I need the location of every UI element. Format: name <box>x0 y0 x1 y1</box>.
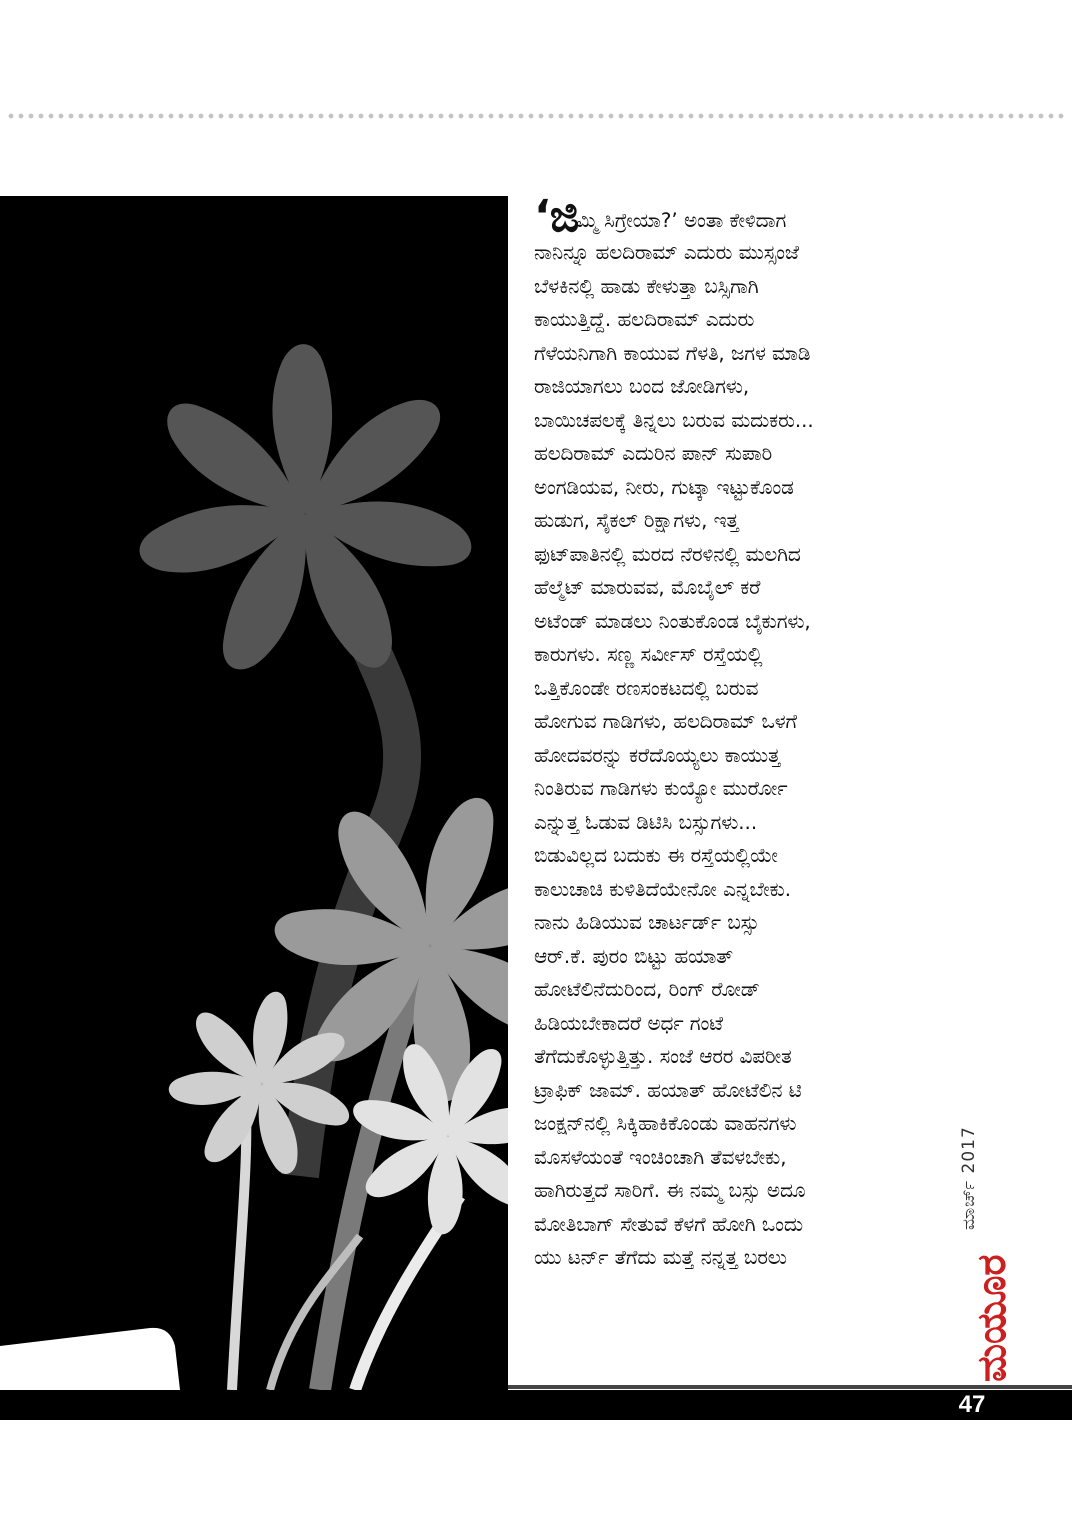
article-line: ಹಾಗಿರುತ್ತದೆ ಸಾರಿಗೆ. ಈ ನಮ್ಮ ಬಸ್ಸು ಅದೂ <box>534 1179 806 1202</box>
article-line: ಹೋದವರನ್ನು ಕರೆದೊಯ್ಯಲು ಕಾಯುತ್ತ <box>534 743 781 767</box>
article-line: ಹುಡುಗ, ಸೈಕಲ್ ರಿಕ್ಷಾಗಳು, ಇತ್ತ <box>534 509 739 532</box>
article-line: ಹಲದಿರಾಮ್ ಎದುರಿನ ಪಾನ್ ಸುಪಾರಿ <box>534 442 773 465</box>
white-card-corner <box>0 1328 180 1390</box>
footer-band <box>0 1390 1072 1420</box>
article-line: ಕಾಯುತ್ತಿದ್ದೆ. ಹಲದಿರಾಮ್ ಎದುರು <box>534 308 755 331</box>
flower-large <box>133 344 477 681</box>
article-line: ಯು ಟರ್ನ್ ತೆಗೆದು ಮತ್ತೆ ನನ್ನತ್ತ ಬರಲು <box>534 1246 787 1269</box>
article-line: ತೆಗೆದುಕೊಳ್ಳುತ್ತಿತ್ತು. ಸಂಜೆ ಆರರ ವಿಪರೀತ <box>534 1045 792 1068</box>
top-dotted-rule <box>6 113 1066 119</box>
article-line: ಬಾಯಿಚಪಲಕ್ಕೆ ತಿನ್ನಲು ಬರುವ ಮದುಕರು... <box>534 408 814 432</box>
article-line: ಜಂಕ್ಷನ್‌ನಲ್ಲಿ ಸಿಕ್ಕಿಹಾಕಿಕೊಂಡು ವಾಹನಗಳು <box>534 1112 797 1135</box>
article-line: ಅಟೆಂಡ್ ಮಾಡಲು ನಿಂತುಕೊಂಡ ಬೈಕುಗಳು, <box>534 609 811 633</box>
article-line: ಹಿಡಿಯಬೇಕಾದರೆ ಅರ್ಧ ಗಂಟೆ <box>534 1011 724 1035</box>
article-line: ಒತ್ತಿಕೊಂಡೇ ರಣಸಂಕಟದಲ್ಲಿ ಬರುವ <box>534 676 759 700</box>
article-line: ಹೋಗುವ ಗಾಡಿಗಳು, ಹಲದಿರಾಮ್ ಒಳಗೆ <box>534 710 798 733</box>
article-line: ಕಾಲುಚಾಚಿ ಕುಳಿತಿದೆಯೇನೋ ಎನ್ನಬೇಕು. <box>534 877 792 901</box>
drop-cap: ‘ಜಿ <box>534 191 579 242</box>
article-line: ನಾನಿನ್ನೂ ಹಲದಿರಾಮ್ ಎದುರು ಮುಸ್ಸಂಜೆ <box>534 241 799 264</box>
article-body <box>534 191 924 1275</box>
article-line: ಫುಟ್‌ಪಾತಿನಲ್ಲಿ ಮರದ ನೆರಳಿನಲ್ಲಿ ಮಲಗಿದ <box>534 542 801 566</box>
page-number: 47 <box>958 1391 986 1418</box>
article-line: ಮೊಸಳೆಯಂತೆ ಇಂಚಿಂಚಾಗಿ ತೆವಳಬೇಕು, <box>534 1145 787 1169</box>
article-line: ಆರ್.ಕೆ. ಪುರಂ ಬಿಟ್ಟು ಹಯಾತ್ <box>534 944 734 968</box>
magazine-side-label <box>952 1110 1015 1410</box>
flower-illustration <box>0 196 508 1390</box>
article-line: ಗೆಳೆಯನಿಗಾಗಿ ಕಾಯುವ ಗೆಳತಿ, ಜಗಳ ಮಾಡಿ <box>534 341 811 365</box>
article-line: ಬೆಳಕಿನಲ್ಲಿ ಹಾಡು ಕೇಳುತ್ತಾ ಬಸ್ಸಿಗಾಗಿ <box>534 274 759 298</box>
issue-date: ಮಾರ್ಚ್ 2017 <box>959 1126 979 1230</box>
article-line: ಬಿಡುವಿಲ್ಲದ ಬದುಕು ಈ ರಸ್ತೆಯಲ್ಲಿಯೇ <box>534 844 778 867</box>
article-line: ಕಾರುಗಳು. ಸಣ್ಣ ಸರ್ವೀಸ್ ರಸ್ತೆಯಲ್ಲಿ <box>534 643 763 666</box>
article-line: ನಿಂತಿರುವ ಗಾಡಿಗಳು ಕುಯ್ಯೋ ಮುರ್ರೋ <box>534 777 788 800</box>
article-line: ಹೆಲ್ಮೆಟ್ ಮಾರುವವ, ಮೊಬೈಲ್ ಕರೆ <box>534 576 761 599</box>
article-line: ರಾಜಿಯಾಗಲು ಬಂದ ಜೋಡಿಗಳು, <box>534 375 750 398</box>
article-line: ಅಂಗಡಿಯವ, ನೀರು, ಗುಟ್ಕಾ ಇಟ್ಟುಕೊಂಡ <box>534 475 794 499</box>
magazine-title: ಮಯೂರ <box>969 1254 1015 1382</box>
article-line: ಹೋಟೆಲಿನೆದುರಿಂದ, ರಿಂಗ್ ರೋಡ್ <box>534 978 760 1001</box>
article-first-line <box>534 191 924 242</box>
article-line: ಮೋತಿಬಾಗ್ ಸೇತುವೆ ಕೆಳಗೆ ಹೋಗಿ ಒಂದು <box>534 1212 803 1236</box>
article-line: ಎನ್ನುತ್ತ ಓಡುವ ಡಿಟಿಸಿ ಬಸ್ಸುಗಳು... <box>534 810 758 834</box>
first-line-text: ಮ್ಮಿ ಸಿಗ್ರೇಯಾ?’ ಅಂತಾ ಕೇಳಿದಾಗ <box>576 209 787 232</box>
article-line: ನಾನು ಹಿಡಿಯುವ ಚಾರ್ಟರ್ಡ್ ಬಸ್ಸು <box>534 911 760 934</box>
article-line: ಟ್ರಾಫಿಕ್ ಜಾಮ್. ಹಯಾತ್ ಹೋಟೆಲಿನ ಟಿ <box>534 1078 802 1102</box>
